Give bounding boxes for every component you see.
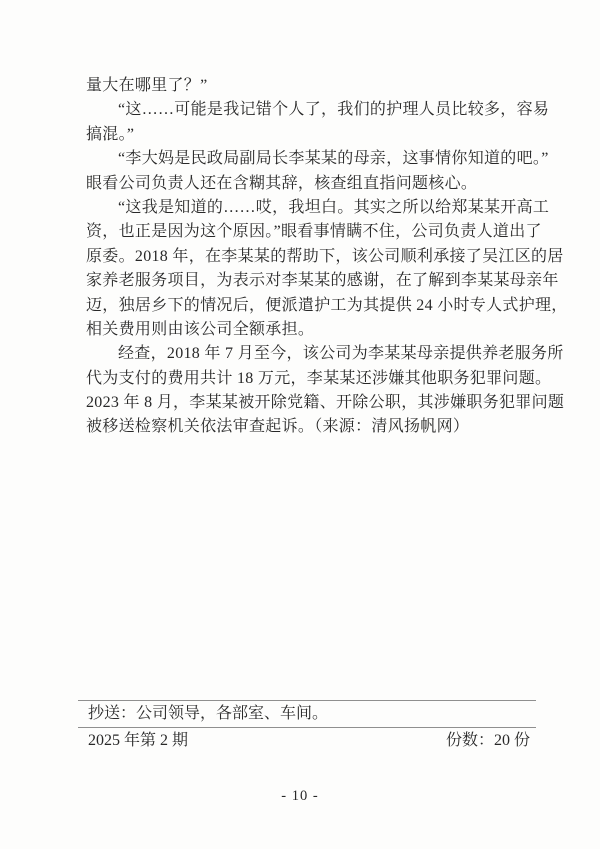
body-text-line: 相关费用则由该公司全额承担。	[86, 320, 315, 338]
copies-count: 份数：20 份	[445, 732, 530, 749]
body-text-line: “李大妈是民政局副局长李某某的母亲，这事情你知道的吧。”	[118, 150, 549, 168]
body-text-line: “这我是知道的……哎，我坦白。其实之所以给郑某某开高工	[118, 198, 550, 216]
body-text-line: 2023 年 8 月，李某某被开除党籍、开除公职，其涉嫌职务犯罪问题	[86, 394, 565, 412]
body-text-line: 原委。2018 年，在李某某的帮助下，该公司顺利承接了吴江区的居	[86, 247, 564, 265]
body-text-line: 被移送检察机关依法审查起诉。（来源：清风扬帆网）	[86, 418, 470, 436]
body-text-line: 家养老服务项目，为表示对李某某的感谢，在了解到李某某母亲年	[86, 272, 559, 290]
body-text-line: 眼看公司负责人还在含糊其辞，核查组直指问题核心。	[86, 174, 478, 192]
issue-row	[88, 731, 530, 751]
body-text	[86, 74, 568, 440]
body-text-line: 经查，2018 年 7 月至今，该公司为李某某母亲提供养老服务所	[118, 345, 564, 363]
issue-number: 2025 年第 2 期	[88, 732, 189, 749]
body-text-line: 迈，独居乡下的情况后，便派遣护工为其提供 24 小时专人式护理，	[86, 296, 568, 314]
body-text-line: 搞混。”	[86, 125, 135, 143]
cc-note: 抄送：公司领导，各部室、车间。	[88, 705, 329, 722]
body-text-line: “这……可能是我记错个人了，我们的护理人员比较多，容易	[118, 101, 550, 119]
body-text-line: 量大在哪里了？”	[86, 77, 208, 94]
body-text-line: 代为支付的费用共计 18 万元，李某某还涉嫌其他职务犯罪问题。	[86, 369, 552, 387]
page-number: - 10 -	[281, 788, 319, 804]
footer-rule-bottom	[78, 727, 536, 728]
body-text-line: 资，也正是因为这个原因。”眼看事情瞒不住，公司负责人道出了	[86, 223, 542, 241]
